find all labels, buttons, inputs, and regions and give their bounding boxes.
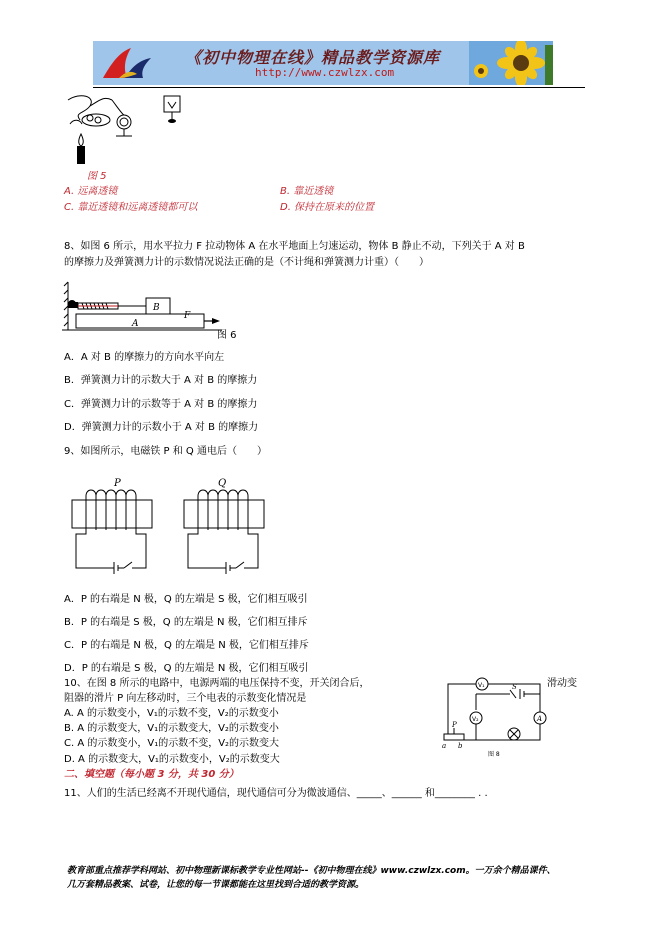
- q10-stem-line1-tail: 滑动变: [547, 678, 577, 689]
- q8-stem-line1: 8、如图 6 所示，用水平拉力 F 拉动物体 A 在水平地面上匀速运动，物体 B 静止不动，下列关于 A 对 B: [64, 241, 525, 252]
- header-banner: [93, 41, 553, 85]
- figure-6-caption: 图 6: [217, 330, 237, 341]
- header-rule: [93, 87, 585, 88]
- figure-8-label-a-end: a: [442, 742, 447, 750]
- sunflower-image: [469, 41, 553, 85]
- figure-8-circuit-diagram: [436, 672, 548, 762]
- figure-label-p: P: [114, 478, 121, 489]
- q8-option-b: B．弹簧测力计的示数大于 A 对 B 的摩擦力: [64, 375, 258, 386]
- footer-line-2: 几万套精品教案、试卷，让您的每一节课都能在这里找到合适的教学资源。: [67, 880, 365, 890]
- figure-8-caption: 图 8: [488, 751, 500, 758]
- q9-stem: 9、如图所示，电磁铁 P 和 Q 通电后（ ）: [64, 446, 267, 457]
- figure-label-q: Q: [218, 478, 227, 489]
- q7-option-a: A. 远离透镜: [64, 186, 118, 197]
- figure-5-lens-diagram: [60, 90, 190, 170]
- figure-electromagnets-diagram: [66, 474, 276, 584]
- figure-8-label-v1: V₁: [478, 682, 485, 689]
- q9-option-a: A．P 的右端是 N 极，Q 的左端是 S 极，它们相互吸引: [64, 594, 308, 605]
- q10-option-b: B. A 的示数变大，V₁的示数变大，V₂的示数变小: [64, 723, 279, 734]
- figure-8-label-v2: V₂: [472, 716, 479, 723]
- banner-url[interactable]: http://www.czwlzx.com: [255, 66, 395, 79]
- q8-option-d: D．弹簧测力计的示数小于 A 对 B 的摩擦力: [64, 422, 259, 433]
- banner-title: 《初中物理在线》精品教学资源库: [185, 48, 441, 67]
- q7-option-b: B. 靠近透镜: [280, 186, 334, 197]
- q9-option-b: B．P 的右端是 S 极，Q 的左端是 N 极，它们相互排斥: [64, 617, 308, 628]
- q8-stem-line2: 的摩擦力及弹簧测力计的示数情况说法正确的是（不计绳和弹簧测力计重）（ ）: [64, 257, 429, 268]
- figure-8-label-a: A: [537, 715, 543, 723]
- footer-note: [67, 864, 627, 892]
- q9-option-c: C．P 的右端是 N 极，Q 的左端是 N 极，它们相互排斥: [64, 640, 309, 651]
- figure-5-caption: 图 5: [87, 171, 107, 182]
- figure-8-label-s: S: [512, 683, 517, 691]
- q7-option-d: D. 保持在原来的位置: [280, 202, 375, 213]
- figure-6-label-b: B: [153, 303, 160, 313]
- q10-stem-line2: 阻器的滑片 P 向左移动时，三个电表的示数变化情况是: [64, 693, 307, 704]
- q10-option-c: C. A 的示数变小，V₁的示数不变，V₂的示数变大: [64, 738, 280, 749]
- q7-option-c: C. 靠近透镜和远离透镜都可以: [64, 202, 198, 213]
- figure-6-friction-diagram: [62, 280, 242, 340]
- site-logo-icon: [97, 44, 155, 82]
- q11-text: 11、人们的生活已经离不开现代通信，现代通信可分为微波通信、_____、______ 和________ . .: [64, 788, 488, 799]
- q8-option-c: C．弹簧测力计的示数等于 A 对 B 的摩擦力: [64, 399, 258, 410]
- q8-option-a: A．A 对 B 的摩擦力的方向水平向左: [64, 352, 225, 363]
- q9-option-d: D．P 的右端是 S 极，Q 的左端是 N 极，它们相互吸引: [64, 663, 309, 674]
- q10-option-a: A. A 的示数变小，V₁的示数不变，V₂的示数变小: [64, 708, 279, 719]
- figure-8-label-p: P: [452, 721, 457, 729]
- footer-line-1: 教育部重点推荐学科网站、初中物理新课标教学专业性网站--《初中物理在线》www.czwlzx.com。一万余个精品课件、: [67, 866, 556, 876]
- figure-8-label-b-end: b: [458, 742, 463, 750]
- figure-6-label-a: A: [132, 319, 139, 329]
- q10-stem-line1: 10、在图 8 所示的电路中，电源两端的电压保持不变，开关闭合后，: [64, 678, 370, 689]
- section-2-heading: 二、填空题（每小题 3 分，共 30 分）: [64, 769, 239, 780]
- q10-option-d: D. A 的示数变大，V₁的示数变小，V₂的示数变大: [64, 754, 280, 765]
- figure-6-label-f: F: [184, 311, 191, 321]
